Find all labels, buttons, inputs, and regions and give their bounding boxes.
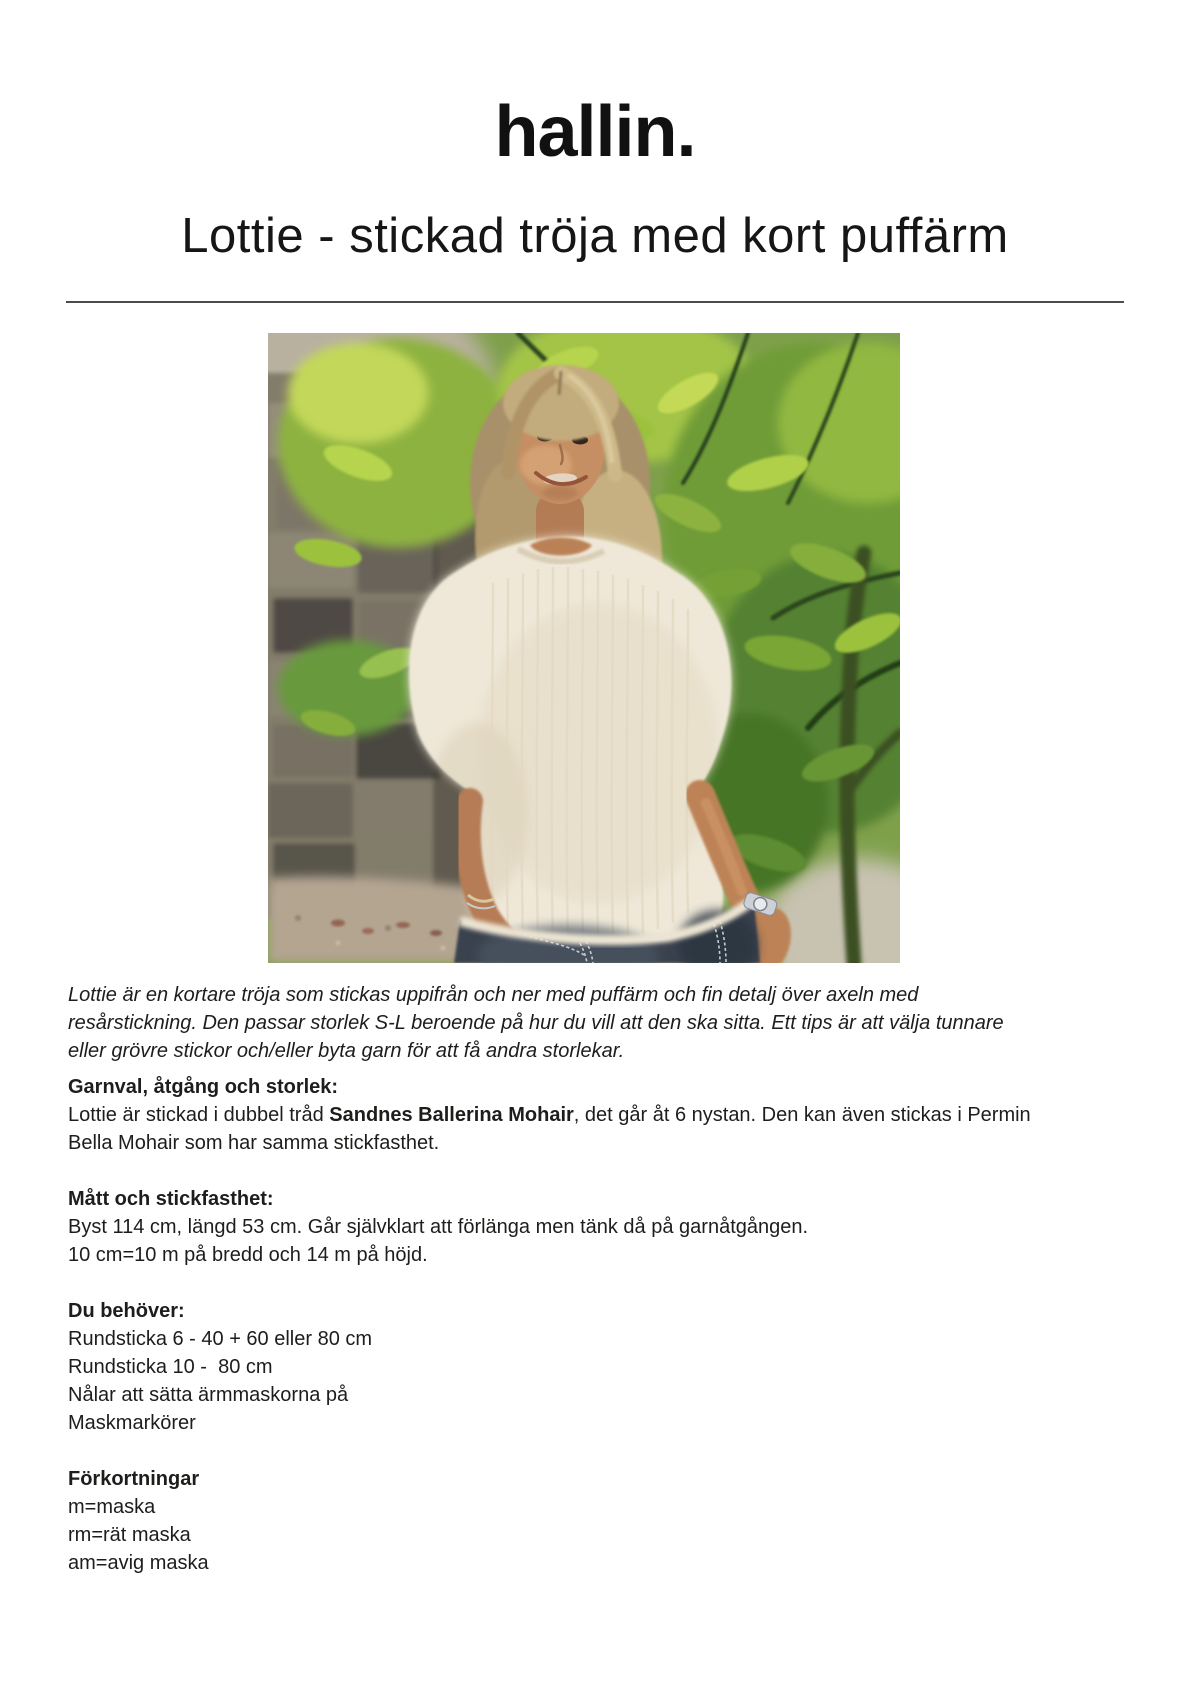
section-forkortningar <box>68 1465 1130 1577</box>
body-line: Bella Mohair som har samma stickfasthet. <box>68 1132 440 1154</box>
list-item: m=maska <box>68 1496 156 1518</box>
section-heading: Förkortningar <box>68 1468 200 1490</box>
photo-illustration <box>268 333 900 963</box>
section-du-behover <box>68 1297 1130 1437</box>
divider-line <box>66 301 1124 303</box>
body-line: Byst 114 cm, längd 53 cm. Går självklart att förlänga men tänk då på garnåtgången. <box>68 1216 809 1238</box>
section-garnval <box>68 1073 1130 1157</box>
list-item: Rundsticka 6 - 40 + 60 eller 80 cm <box>68 1328 373 1350</box>
body-text <box>68 981 1130 1577</box>
intro-line: resårstickning. Den passar storlek S-L beroende på hur du vill att den ska sitta. Ett tips är att välja tunnare <box>68 1012 1004 1034</box>
section-heading: Mått och stickfasthet: <box>68 1188 274 1210</box>
list-item: Maskmarkörer <box>68 1412 196 1434</box>
text-run: Lottie är stickad i dubbel tråd <box>68 1104 330 1126</box>
pattern-photo <box>268 333 900 963</box>
list-item: Rundsticka 10 - 80 cm <box>68 1356 273 1378</box>
list-item: am=avig maska <box>68 1552 209 1574</box>
yarn-name-bold: Sandnes Ballerina Mohair <box>329 1104 574 1126</box>
body-line <box>68 1101 1130 1129</box>
list-item: Nålar att sätta ärmmaskorna på <box>68 1384 349 1406</box>
list-item: rm=rät maska <box>68 1524 191 1546</box>
body-line: 10 cm=10 m på bredd och 14 m på höjd. <box>68 1244 428 1266</box>
section-heading: Garnval, åtgång och storlek: <box>68 1076 339 1098</box>
section-heading: Du behöver: <box>68 1300 185 1322</box>
intro-paragraph <box>68 981 1130 1065</box>
page-title: Lottie - stickad tröja med kort puffärm <box>181 209 1009 263</box>
intro-line: eller grövre stickor och/eller byta garn för att få andra storlekar. <box>68 1040 625 1062</box>
intro-line: Lottie är en kortare tröja som stickas uppifrån och ner med puffärm och fin detalj över axeln med <box>68 984 919 1006</box>
brand-logo: hallin. <box>494 92 696 172</box>
text-run: , det går åt 6 nystan. Den kan även stickas i Permin <box>573 1104 1031 1126</box>
section-matt <box>68 1185 1130 1269</box>
